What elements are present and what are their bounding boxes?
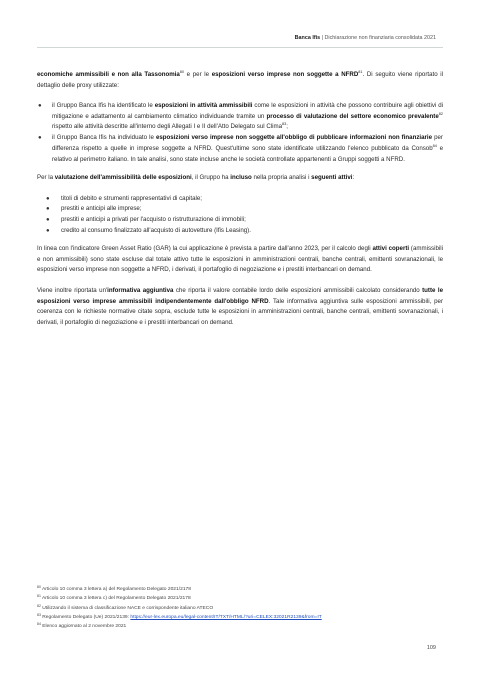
proxy-1-text-2: come le esposizioni in attività che possono contribuire agli obiettivi di mitigazione e adattamento al cambiamento climatico individuande tramite un	[52, 102, 443, 120]
info-bold-1: informativa aggiuntiva	[107, 287, 174, 294]
intro-bold-2: esposizioni verso imprese non soggette a NFRD	[211, 71, 359, 78]
valuation-text-4: :	[352, 174, 355, 182]
assets-list-item	[37, 226, 443, 237]
header-report-title: Dichiarazione non finanziaria consolidata 2021	[324, 35, 436, 41]
valuation-bold-1: valutazione dell'ammissibilità delle esposizioni	[54, 174, 192, 182]
valuation-bold-2: incluso	[230, 174, 252, 182]
footnote-ref-80: 80	[179, 70, 185, 74]
assets-list-item	[37, 194, 443, 205]
intro-text-3: . Di seguito viene riportato il dettaglio delle proxy utilizzate:	[37, 71, 443, 89]
bullet-icon: ●	[46, 206, 50, 213]
intro-text-2: e per le	[184, 71, 212, 78]
gar-bold-1: attivi coperti	[372, 245, 410, 253]
info-text-1: Viene inoltre riportata un'	[37, 287, 108, 294]
proxy-bullet-list	[37, 101, 443, 165]
footnote-number: 82	[37, 603, 41, 608]
bullet-icon: ●	[46, 227, 50, 234]
footnotes	[37, 585, 443, 631]
footnote-ref-83: 83	[282, 122, 287, 127]
gar-text-1: In linea con l'indicatore Green Asset Ratio (GAR) la cui applicazione è prevista a partire dall'anno 2023, per il calcolo degli	[37, 245, 373, 253]
intro-bold-1: economiche ammissibili e non alla Tassonomia	[37, 71, 180, 78]
assets-list-item	[37, 215, 443, 226]
assets-item-text: prestiti e anticipi alle imprese;	[61, 205, 142, 213]
header-company: Banca Ifis	[294, 35, 321, 41]
proxy-2-text-1: il Gruppo Banca Ifis ha individuato le	[52, 134, 156, 142]
valuation-text-2: , il Gruppo ha	[191, 174, 231, 182]
footnote-link[interactable]: https://eur-lex.europa.eu/legal-content/IT/TXT/HTML/?uri=CELEX:32021R2139&from=IT	[130, 614, 322, 620]
footnote-number: 84	[37, 622, 41, 627]
footnote-text: Articolo 10 comma 3 lettera c) del Regolamento Delegato 2021/2178	[40, 596, 191, 602]
proxy-1-text-4: ;	[286, 123, 288, 131]
valuation-text-3: nella propria analisi i	[251, 174, 312, 182]
body-text	[37, 70, 443, 338]
header-separator: |	[320, 35, 325, 41]
proxy-1-text-1: il Gruppo Banca Ifis ha identificato le	[52, 102, 155, 110]
footnote	[37, 604, 443, 613]
footnote-text: Elenco aggiornato al 2 novembre 2021	[40, 624, 127, 630]
assets-item-text: titoli di debito e strumenti rappresentativi di capitale;	[61, 194, 202, 202]
proxy-2-text-2: per differenza rispetto a quelle in imprese soggette a NFRD. Quest'ultime sono state identificate utilizzando l'elenco pubblicato da Consob	[52, 134, 443, 153]
proxy-bullet-item	[37, 133, 443, 165]
footnote	[37, 594, 443, 603]
proxy-1-bold-1: esposizioni in attività ammissibili	[154, 102, 253, 110]
footnote	[37, 585, 443, 594]
info-text-2: che riporta il valore contabile lordo delle esposizioni ammissibili calcolato considerando	[173, 287, 423, 294]
page-header	[295, 35, 436, 41]
proxy-2-text-3: e relativo al perimetro italiano. In tale analisi, sono state incluse anche le società controllate appartenenti a Gruppi soggetti a NFRD.	[52, 145, 443, 163]
footnote-number: 80	[37, 585, 41, 589]
footnote-ref-81: 81	[358, 70, 363, 74]
valuation-paragraph	[37, 173, 443, 184]
valuation-text-1: Per la	[37, 174, 55, 182]
proxy-2-bold-1: esposizioni verso imprese non soggette all'obbligo di pubblicare informazioni non finanziarie	[155, 134, 433, 142]
bullet-icon: ●	[46, 217, 50, 224]
header-divider	[37, 47, 443, 48]
proxy-bullet-item	[37, 101, 443, 133]
assets-item-text: credito al consumo finalizzato all'acquisto di autovetture (Ifis Leasing).	[61, 226, 251, 234]
assets-bullet-list	[37, 194, 443, 236]
footnote-ref-84: 84	[432, 144, 437, 149]
bullet-icon: ●	[46, 195, 50, 202]
page-number: 109	[426, 645, 436, 651]
info-bold-2: tutte le esposizioni verso imprese ammissibili indipendentemente dall'obbligo NFRD	[37, 287, 443, 305]
footnote-number: 83	[37, 612, 41, 617]
footnote-text: Utilizzando il sistema di classificazione NACE e corrispondente italiano ATECO	[40, 605, 214, 611]
gar-text-2: (ammissibili e non ammissibili) sono state escluse dal totale attivo tutte le esposizioni in amministrazioni centrali, banche centrali, emittenti sovranazionali, le esposizioni verso imprese non soggette a NFRD, i derivati, il portafoglio di negoziazione e i prestiti interbancari on demand.	[37, 245, 443, 274]
footnote-text: Articolo 10 comma 3 lettera a) del Regolamento Delegato 2021/2178	[40, 587, 191, 592]
intro-paragraph	[37, 70, 443, 91]
assets-list-item	[37, 204, 443, 215]
footnote	[37, 613, 443, 622]
footnote-number: 81	[37, 594, 41, 599]
bullet-icon: ●	[38, 103, 42, 110]
footnote	[37, 622, 443, 631]
footnote-text: Regolamento Delegato (Ue) 2021/2139:	[40, 614, 131, 620]
proxy-1-text-3: rispetto alle attività descritte all'interno degli Allegati I e II dell'Atto Delegato sul Clima	[52, 123, 283, 131]
bullet-icon: ●	[38, 135, 42, 142]
gar-paragraph	[37, 244, 443, 276]
assets-item-text: prestiti e anticipi a privati per l'acquisto o ristrutturazione di immobili;	[61, 216, 246, 224]
info-text-3: . Tale informativa aggiuntiva sulle esposizioni ammissibili, per coerenza con le richieste normative citate sopra, esclude tutte le esposizioni in amministrazioni centrali, banche centrali, emittenti sovranazionali, i derivati, il portafoglio di negoziazione e i prestiti interbancari on demand.	[37, 297, 443, 326]
proxy-1-bold-2: processo di valutazione del settore economico prevalente	[266, 112, 439, 120]
valuation-bold-3: seguenti attivi	[311, 174, 353, 182]
footnote-ref-82: 82	[438, 111, 444, 116]
info-paragraph	[37, 286, 443, 328]
